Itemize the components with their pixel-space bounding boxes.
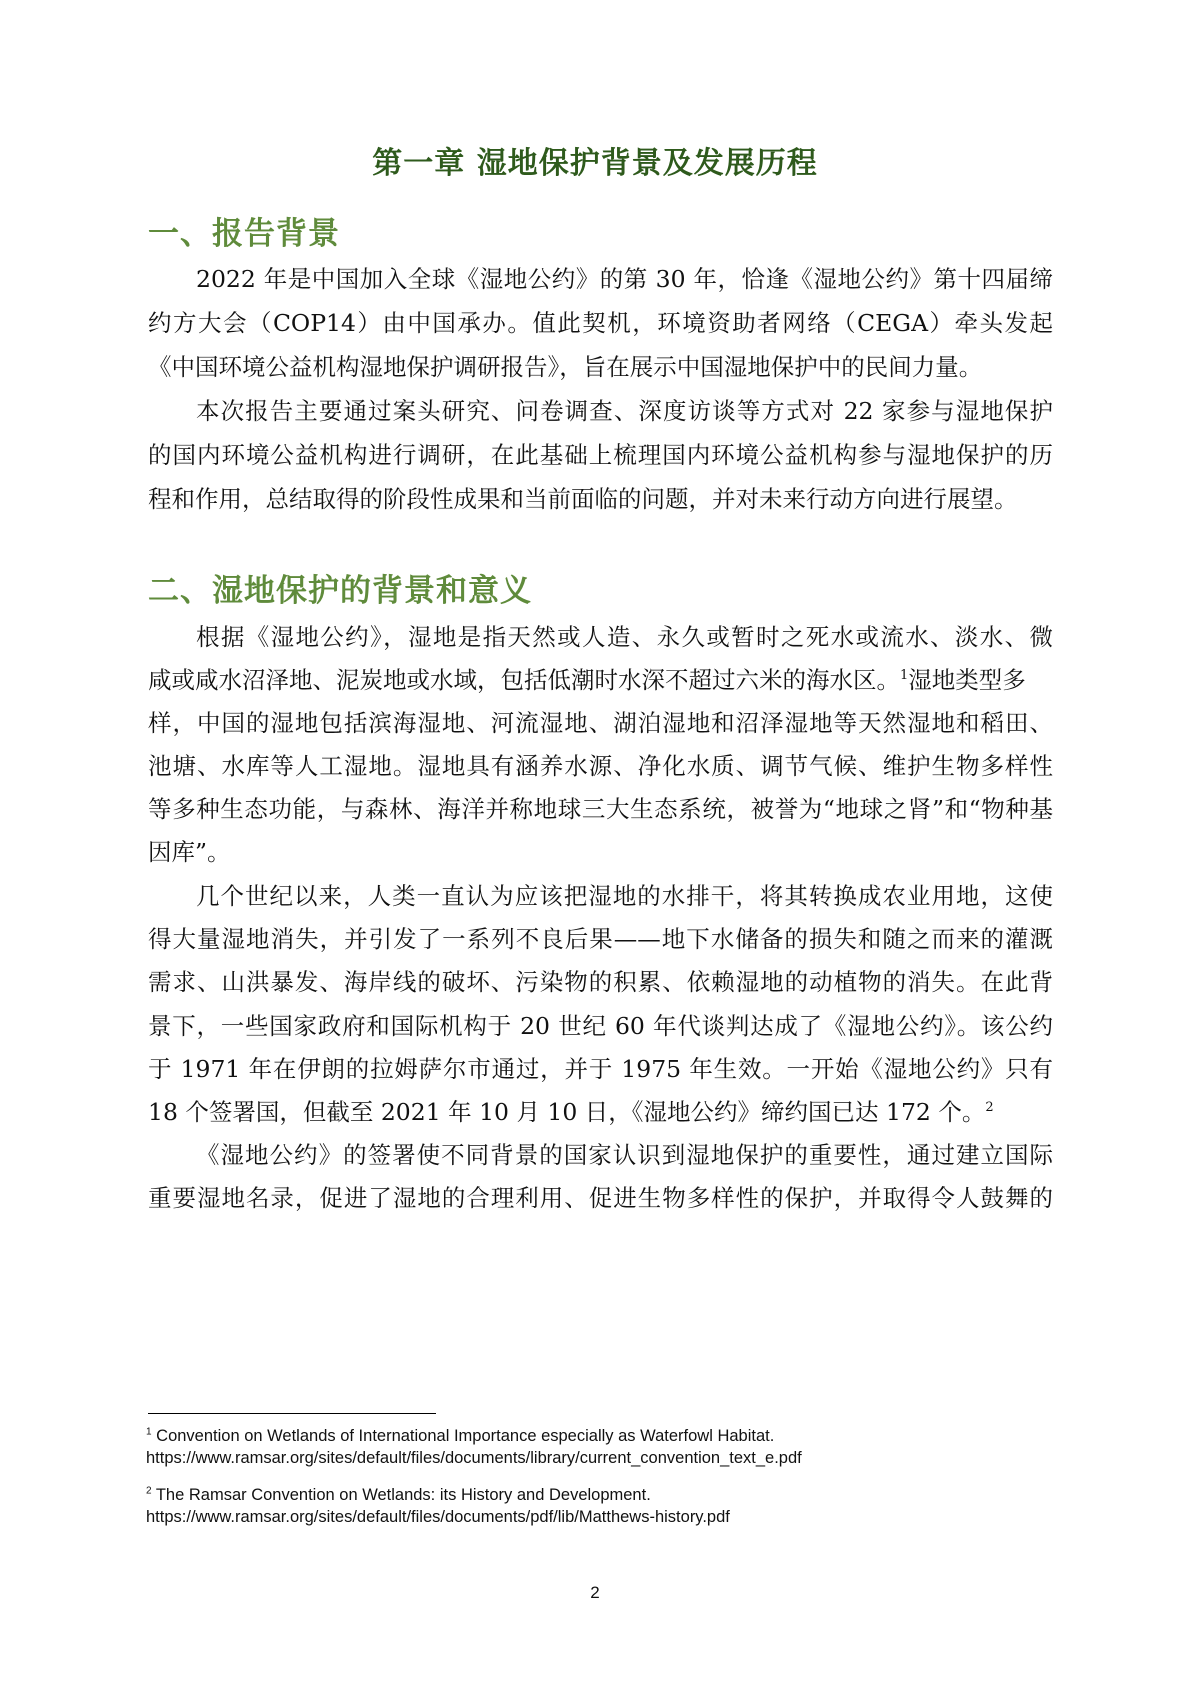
paragraph-line: 本次报告主要通过案头研究、问卷调查、深度访谈等方式对 22 家参与湿地保护 — [196, 397, 1053, 425]
footnote-2-url[interactable]: https://www.ramsar.org/sites/default/files/documents/pdf/lib/Matthews-history.pdf — [146, 1508, 730, 1526]
paragraph-line-part: 18 个签署国，但截至 2021 年 10 月 10 日，《湿地公约》缔约国已达 172 个。 — [148, 1098, 986, 1126]
paragraph-line: 得大量湿地消失，并引发了一系列不良后果——地下水储备的损失和随之而来的灌溉 — [148, 925, 1053, 953]
page-number: 2 — [590, 1583, 600, 1602]
paragraph-line: 池塘、水库等人工湿地。湿地具有涵养水源、净化水质、调节气候、维护生物多样性 — [148, 752, 1053, 780]
paragraph-line: 样，中国的湿地包括滨海湿地、河流湿地、湖泊湿地和沼泽湿地等天然湿地和稻田、 — [148, 709, 1053, 737]
footnote-divider — [148, 1413, 436, 1414]
paragraph-line: 景下，一些国家政府和国际机构于 20 世纪 60 年代谈判达成了《湿地公约》。该公约 — [148, 1012, 1053, 1040]
paragraph-line: 约方大会（COP14）由中国承办。值此契机，环境资助者网络（CEGA）牵头发起 — [148, 309, 1053, 337]
paragraph-line-part: 湿地类型多 — [908, 666, 1026, 694]
paragraph-line — [148, 665, 1053, 695]
footnote-mark: 2 — [146, 1485, 152, 1497]
paragraph-line — [148, 1097, 1053, 1127]
paragraph-line: 等多种生态功能，与森林、海洋并称地球三大生态系统，被誉为“地球之肾”和“物种基 — [148, 795, 1053, 823]
paragraph-line: 2022 年是中国加入全球《湿地公约》的第 30 年，恰逢《湿地公约》第十四届缔 — [196, 265, 1053, 293]
paragraph-line: 重要湿地名录，促进了湿地的合理利用、促进生物多样性的保护，并取得令人鼓舞的 — [148, 1184, 1053, 1212]
section-heading-report-background: 一、报告背景 — [148, 216, 340, 252]
footnote-text: The Ramsar Convention on Wetlands: its History and Development. — [151, 1486, 651, 1504]
section-heading-wetland-significance: 二、湿地保护的背景和意义 — [148, 573, 532, 609]
footnote-1-url[interactable]: https://www.ramsar.org/sites/default/files/documents/library/current_convention_text_e.pdf — [146, 1449, 802, 1467]
paragraph-line: 程和作用，总结取得的阶段性成果和当前面临的问题，并对未来行动方向进行展望。 — [148, 485, 1018, 513]
chapter-title: 第一章 湿地保护背景及发展历程 — [372, 146, 818, 181]
footnote-1-title — [146, 1425, 1106, 1447]
paragraph-line: 几个世纪以来，人类一直认为应该把湿地的水排干，将其转换成农业用地，这使 — [196, 882, 1053, 910]
paragraph-line: 的国内环境公益机构进行调研，在此基础上梳理国内环境公益机构参与湿地保护的历 — [148, 441, 1053, 469]
paragraph-line: 根据《湿地公约》，湿地是指天然或人造、永久或暂时之死水或流水、淡水、微 — [196, 623, 1053, 651]
footnote-reference-1[interactable]: 1 — [900, 668, 909, 684]
paragraph-line: 《湿地公约》的签署使不同背景的国家认识到湿地保护的重要性，通过建立国际 — [196, 1141, 1053, 1169]
paragraph-line: 于 1971 年在伊朗的拉姆萨尔市通过，并于 1975 年生效。一开始《湿地公约》只有 — [148, 1055, 1053, 1083]
paragraph-line-part: 咸或咸水沼泽地、泥炭地或水域，包括低潮时水深不超过六米的海水区。 — [148, 666, 900, 694]
footnote-mark: 1 — [146, 1426, 152, 1438]
footnote-reference-2[interactable]: 2 — [985, 1100, 994, 1116]
paragraph-line: 因库”。 — [148, 838, 231, 866]
footnote-2-title — [146, 1484, 1106, 1506]
paragraph-line: 需求、山洪暴发、海岸线的破坏、污染物的积累、依赖湿地的动植物的消失。在此背 — [148, 968, 1053, 996]
paragraph-line: 《中国环境公益机构湿地保护调研报告》，旨在展示中国湿地保护中的民间力量。 — [148, 353, 983, 381]
footnote-text: Convention on Wetlands of International Importance especially as Waterfowl Habitat. — [151, 1427, 775, 1445]
